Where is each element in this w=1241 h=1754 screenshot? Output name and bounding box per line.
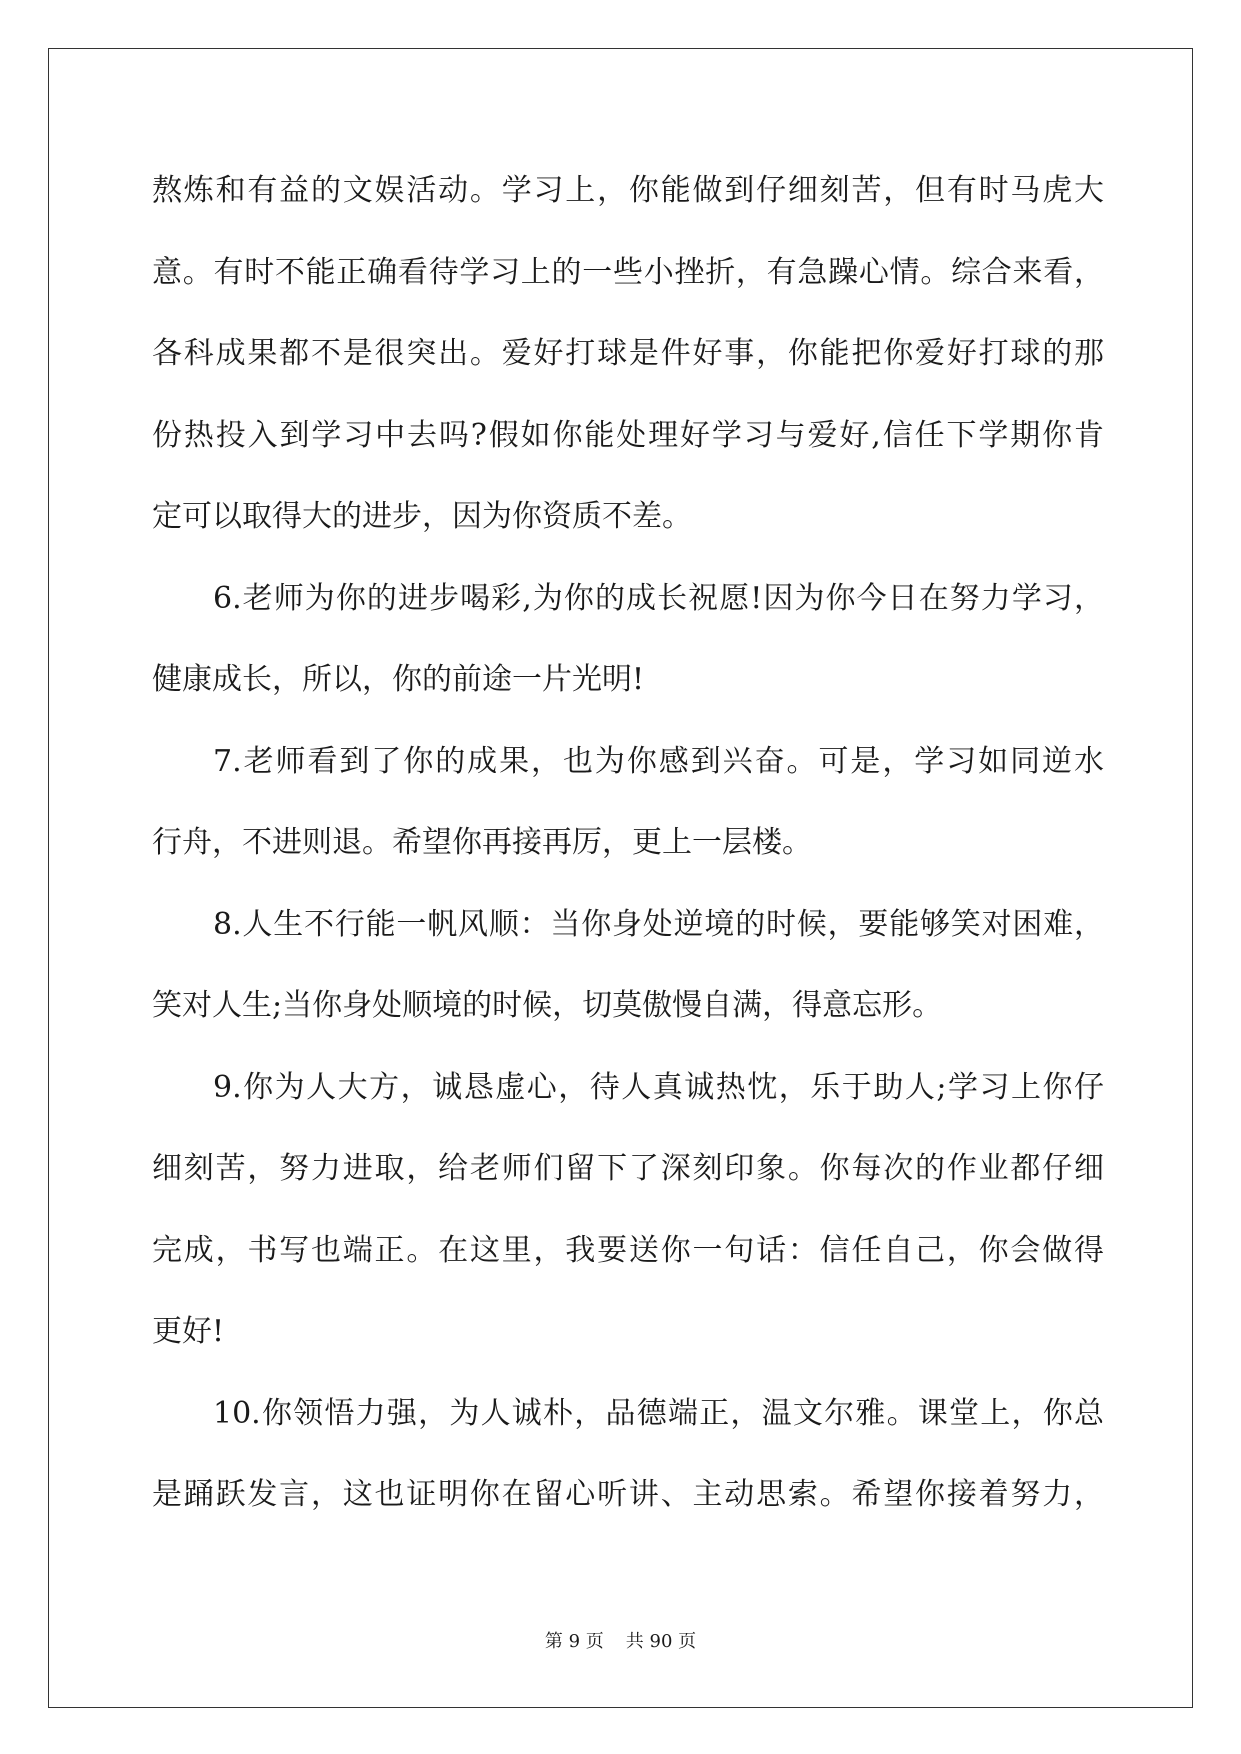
text-line: 熬炼和有益的文娱活动。学习上，你能做到仔细刻苦，但有时马虎大 — [152, 173, 1104, 208]
paragraph-item-8 — [152, 884, 1104, 1047]
text-line: 完成，书写也端正。在这里，我要送你一句话：信任自己，你会做得 — [152, 1232, 1104, 1268]
paragraph-continued — [152, 150, 1104, 558]
paragraph-item-9 — [152, 1047, 1104, 1373]
text-line: 定可以取得大的进步，因为你资质不差。 — [152, 499, 692, 534]
paragraph-item-7 — [152, 721, 1104, 884]
text-line: 是踊跃发言，这也证明你在留心听讲、主动思索。希望你接着努力， — [152, 1477, 1104, 1512]
text-line: 意。有时不能正确看待学习上的一些小挫折，有急躁心情。综合来看， — [152, 254, 1104, 290]
page-number: 第 9 页 — [544, 1631, 604, 1652]
text-line: 更好! — [152, 1314, 225, 1349]
text-line: 份热投入到学习中去吗?假如你能处理好学习与爱好,信任下学期你肯 — [152, 417, 1104, 453]
page-footer — [0, 1629, 1241, 1655]
document-body — [152, 150, 1104, 1536]
text-line: 10.你领悟力强，为人诚朴，品德端正，温文尔雅。课堂上，你总 — [213, 1395, 1104, 1431]
text-line: 8.人生不行能一帆风顺：当你身处逆境的时候，要能够笑对困难， — [213, 906, 1104, 942]
paragraph-item-10 — [152, 1373, 1104, 1536]
text-line: 9.你为人大方，诚恳虚心，待人真诚热忱，乐于助人;学习上你仔 — [213, 1069, 1104, 1105]
paragraph-item-6 — [152, 558, 1104, 721]
text-line: 7.老师看到了你的成果，也为你感到兴奋。可是，学习如同逆水 — [213, 743, 1104, 779]
text-line: 行舟，不进则退。希望你再接再厉，更上一层楼。 — [152, 825, 812, 860]
text-line: 细刻苦，努力进取，给老师们留下了深刻印象。你每次的作业都仔细 — [152, 1151, 1104, 1186]
text-line: 各科成果都不是很突出。爱好打球是件好事，你能把你爱好打球的那 — [152, 336, 1104, 371]
text-line: 笑对人生;当你身处顺境的时候，切莫傲慢自满，得意忘形。 — [152, 988, 943, 1023]
page-total: 共 90 页 — [625, 1631, 697, 1652]
text-line: 健康成长，所以，你的前途一片光明! — [152, 662, 645, 697]
text-line: 6.老师为你的进步喝彩,为你的成长祝愿!因为你今日在努力学习， — [213, 580, 1104, 616]
